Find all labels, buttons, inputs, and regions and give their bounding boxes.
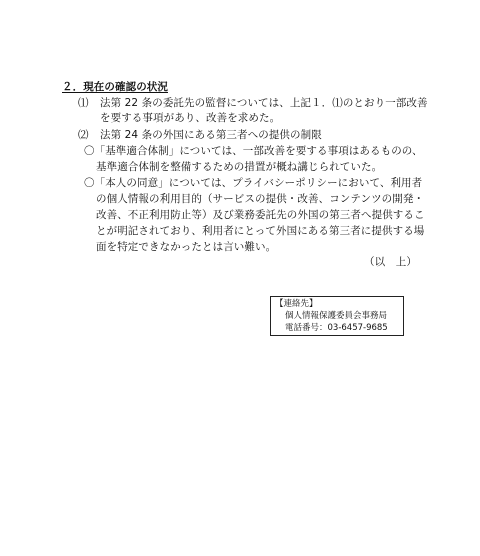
bullet-2-line-2: の個人情報の利用目的（サービスの提供・改善、コンテンツの開発・ [96, 193, 425, 205]
bullet-2-line-3: 改善、不正利用防止等）及び業務委託先の外国の第三者へ提供するこ [96, 209, 425, 221]
item-1-line-1: 法第 22 条の委託先の監督については、上記１．⑴のとおり一部改善 [100, 97, 428, 109]
item-1-marker: ⑴ [78, 97, 89, 109]
bullet-1-line-1: 〇「基準適合体制」については、一部改善を要する事項はあるものの、 [84, 145, 423, 157]
closing-text: （以 上） [364, 256, 417, 268]
item-1-line-2: を要する事項があり、改善を求めた。 [100, 112, 281, 124]
bullet-2-line-1: 〇「本人の同意」については、プライバシーポリシーにおいて、利用者 [84, 177, 423, 189]
contact-phone: 電話番号：03-6457-9685 [285, 323, 388, 333]
section-heading: ２．現在の確認の状況 [62, 81, 168, 93]
contact-title: 【連絡先】 [275, 299, 318, 309]
contact-box [270, 296, 404, 336]
bullet-2-line-4: とが明記されており、利用者にとって外国にある第三者に提供する場 [96, 225, 425, 237]
item-2-line-1: 法第 24 条の外国にある第三者への提供の制限 [100, 129, 322, 141]
contact-org: 個人情報保護委員会事務局 [285, 311, 388, 321]
item-2-marker: ⑵ [78, 129, 89, 141]
bullet-2-line-5: 面を特定できなかったとは言い難い。 [96, 241, 277, 253]
bullet-1-line-2: 基準適合体制を整備するための措置が概ね講じられていた。 [96, 161, 383, 173]
